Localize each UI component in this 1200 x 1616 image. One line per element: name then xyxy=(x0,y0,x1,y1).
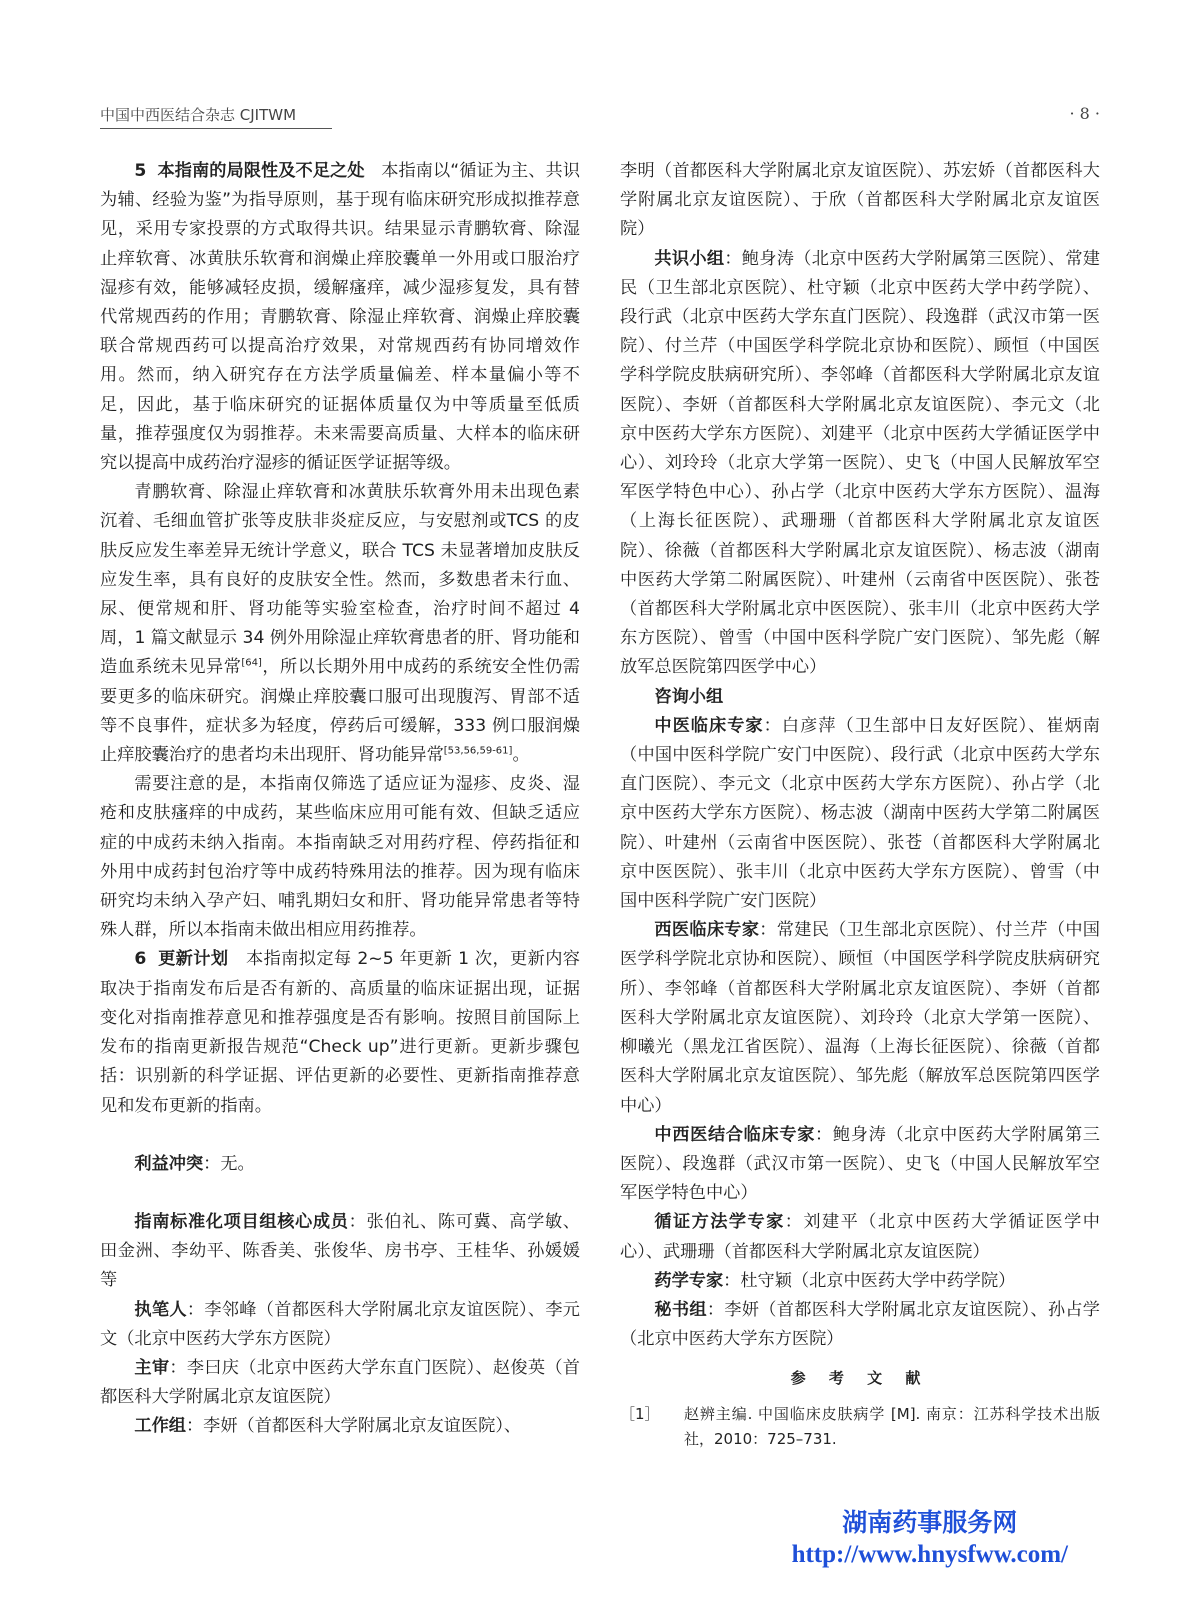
tcm-experts-text: ：白彦萍（卫生部中日友好医院）、崔炳南（中国中医科学院广安门中医院）、段行武（北京中医药大学东直门医院）、李元文（北京中医药大学东方医院）、孙占学（北京中医药大学东方医院）、杨志波（湖南中医药大学第二附属医院）、叶建州（云南省中医医院）、张苍（首都医科大学附属北京中医医院）、张丰川（北京中医药大学东方医院）、曾雪（中国中医科学院广安门医院） xyxy=(620,715,1100,912)
writers-label: 执笔人 xyxy=(134,1299,187,1320)
chief-reviewer-text: ：李曰庆（北京中医药大学东直门医院）、赵俊英（首都医科大学附属北京友谊医院） xyxy=(100,1357,580,1408)
watermark xyxy=(792,1508,1068,1570)
section-5-number: 5 xyxy=(134,161,147,181)
wm-experts-label: 西医临床专家 xyxy=(654,920,760,941)
chief-reviewer-label: 主审 xyxy=(134,1357,170,1378)
secretariat-label: 秘书组 xyxy=(654,1299,707,1320)
core-members-text: ：张伯礼、陈可冀、高学敏、田金洲、李幼平、陈香美、张俊华、房书亭、王桂华、孙媛媛等 xyxy=(100,1211,580,1291)
integrative-experts-label: 中西医结合临床专家 xyxy=(654,1124,816,1145)
integrative-experts xyxy=(620,1121,1100,1209)
tcm-experts xyxy=(620,712,1100,916)
citation-53-61: [53,56,59-61] xyxy=(443,745,513,757)
section-6-title: 更新计划 xyxy=(158,949,229,970)
working-group-label: 工作组 xyxy=(134,1416,186,1437)
section-6-number: 6 xyxy=(134,949,147,970)
spacer xyxy=(100,1121,580,1150)
advisory-group-heading: 咨询小组 xyxy=(654,686,724,707)
page-number: · 8 · xyxy=(1069,104,1100,123)
section-5-paragraph xyxy=(100,157,580,478)
pharmacy-experts-text: ：杜守颖（北京中医药大学中药学院） xyxy=(723,1270,1016,1291)
reference-item xyxy=(620,1402,1100,1452)
left-column xyxy=(100,157,580,1442)
writers-text: ：李邻峰（首都医科大学附属北京友谊医院）、李元文（北京中医药大学东方医院） xyxy=(100,1299,580,1349)
integrative-experts-text: ：鲍身涛（北京中医药大学附属第三医院）、段逸群（武汉市第一医院）、史飞（中国人民解放军空军医学特色中心） xyxy=(620,1124,1100,1204)
reference-number: ［1］ xyxy=(620,1404,660,1423)
references-title: 参 考 文 献 xyxy=(790,1369,930,1388)
spacer xyxy=(100,1179,580,1208)
chief-reviewer xyxy=(100,1354,580,1412)
ebm-experts-text: ：刘建平（北京中医药大学循证医学中心）、武珊珊（首都医科大学附属北京友谊医院） xyxy=(620,1212,1100,1262)
working-group-continued: 李明（首都医科大学附属北京友谊医院）、苏宏娇（首都医科大学附属北京友谊医院）、于欣（首都医科大学附属北京友谊医院） xyxy=(620,161,1100,240)
limitation-paragraph: 需要注意的是，本指南仅筛选了适应证为湿疹、皮炎、湿疮和皮肤瘙痒的中成药，某些临床应用可能有效、但缺乏适应症的中成药未纳入指南。本指南缺乏对用药疗程、停药指征和外用中成药封包治疗等中成药特殊用法的推荐。因为现有临床研究均未纳入孕产妇、哺乳期妇女和肝、肾功能异常患者等特殊人群，所以本指南未做出相应用药推荐。 xyxy=(100,774,580,941)
reference-text: 赵辨主编. 中国临床皮肤病学 [M]. 南京：江苏科学技术出版社，2010：725–731. xyxy=(684,1404,1100,1448)
core-members xyxy=(100,1208,580,1296)
conflict-text: ：无。 xyxy=(203,1153,255,1174)
ebm-experts xyxy=(620,1208,1100,1266)
pharmacy-experts-label: 药学专家 xyxy=(654,1270,724,1291)
pharmacy-experts xyxy=(620,1267,1100,1296)
watermark-name: 湖南药事服务网 xyxy=(842,1510,1018,1537)
running-header xyxy=(100,104,1100,128)
safety-text-b: ，所以长期外用中成药的系统安全性仍需要更多的临床研究。润燥止痒胶囊口服可出现腹泻、胃部不适等不良事件，症状多为轻度，停药后可缓解，333 例口服润燥止痒胶囊治疗的患者均未出现肝、肾功能异常 xyxy=(100,657,580,766)
working-group-text: ：李妍（首都医科大学附属北京友谊医院）、 xyxy=(185,1416,522,1437)
section-5-title: 本指南的局限性及不足之处 xyxy=(157,161,365,181)
section-6-body: 本指南拟定每 2~5 年更新 1 次，更新内容取决于指南发布后是否有新的、高质量的临床证据出现，证据变化对指南推荐意见和推荐强度是否有影响。按照目前国际上发布的指南更新报告规范“Check up”进行更新。更新步骤包括：识别新的科学证据、评估更新的必要性、更新指南推荐意见和发布更新的指南。 xyxy=(100,949,580,1116)
conflict-label: 利益冲突 xyxy=(134,1153,204,1174)
conflict-statement xyxy=(100,1150,580,1179)
safety-paragraph xyxy=(100,478,580,770)
writers xyxy=(100,1296,580,1354)
consensus-group-text: ：鲍身涛（北京中医药大学附属第三医院）、常建民（卫生部北京医院）、杜守颖（北京中医药大学中药学院）、段行武（北京中医药大学东直门医院）、段逸群（武汉市第一医院）、付兰芹（中国医学科学院北京协和医院）、顾恒（中国医学科学院皮肤病研究所）、李邻峰（首都医科大学附属北京友谊医院）、李妍（首都医科大学附属北京友谊医院）、李元文（北京中医药大学东方医院）、刘建平（北京中医药大学循证医学中心）、刘玲玲（北京大学第一医院）、史飞（中国人民解放军空军医学特色中心）、孙占学（北京中医药大学东方医院）、温海（上海长征医院）、武珊珊（首都医科大学附属北京友谊医院）、徐薇（首都医科大学附属北京友谊医院）、杨志波（湖南中医药大学第二附属医院）、叶建州（云南省中医医院）、张苍（首都医科大学附属北京中医医院）、张丰川（北京中医药大学东方医院）、曾雪（中国中医科学院广安门医院）、邹先彪（解放军总医院第四医学中心） xyxy=(620,248,1100,678)
safety-text-c: 。 xyxy=(512,745,530,766)
watermark-url: http://www.hnysfww.com/ xyxy=(791,1541,1068,1568)
header-rule xyxy=(100,128,332,129)
tcm-experts-label: 中医临床专家 xyxy=(654,715,764,736)
wm-experts xyxy=(620,916,1100,1120)
section-5-body: 本指南以“循证为主、共识为辅、经验为鉴”为指导原则，基于现有临床研究形成拟推荐意见，采用专家投票的方式取得共识。结果显示青鹏软膏、除湿止痒软膏、冰黄肤乐软膏和润燥止痒胶囊单一外用或口服治疗湿疹有效，能够减轻皮损，缓解瘙痒，减少湿疹复发，具有替代常规西药的作用；青鹏软膏、除湿止痒软膏、润燥止痒胶囊联合常规西药可以提高治疗效果，对常规西药有协同增效作用。然而，纳入研究存在方法学质量偏差、样本量偏小等不足，因此，基于临床研究的证据体质量仅为中等质量至低质量，推荐强度仅为弱推荐。未来需要高质量、大样本的临床研究以提高中成药治疗湿疹的循证医学证据等级。 xyxy=(100,161,581,474)
working-group xyxy=(100,1412,580,1441)
consensus-group-label: 共识小组 xyxy=(654,248,725,269)
core-members-label: 指南标准化项目组核心成员 xyxy=(134,1211,349,1232)
right-column xyxy=(620,157,1100,1452)
secretariat-text: ：李妍（首都医科大学附属北京友谊医院）、孙占学（北京中医药大学东方医院） xyxy=(620,1299,1100,1350)
wm-experts-text: ：常建民（卫生部北京医院）、付兰芹（中国医学科学院北京协和医院）、顾恒（中国医学科学院皮肤病研究所）、李邻峰（首都医科大学附属北京友谊医院）、李妍（首都医科大学附属北京友谊医院）、刘玲玲（北京大学第一医院）、柳曦光（黑龙江省医院）、温海（上海长征医院）、徐薇（首都医科大学附属北京友谊医院）、邹先彪（解放军总医院第四医学中心） xyxy=(620,920,1100,1116)
safety-text-a: 青鹏软膏、除湿止痒软膏和冰黄肤乐软膏外用未出现色素沉着、毛细血管扩张等皮肤非炎症反应，与安慰剂或TCS 的皮肤反应发生率差异无统计学意义，联合 TCS 未显著增加皮肤反应发生率，具有良好的皮肤安全性。然而，多数患者未行血、尿、便常规和肝、肾功能等实验室检查，治疗时间不超过 4 周，1 篇文献显示 34 例外用除湿止痒软膏患者的肝、肾功能和造血系统未见异常 xyxy=(100,482,580,678)
journal-name: 中国中西医结合杂志 CJITWM xyxy=(100,106,297,124)
section-6-paragraph xyxy=(100,945,580,1120)
consensus-group xyxy=(620,245,1100,683)
citation-64: [64] xyxy=(241,657,262,669)
ebm-experts-label: 循证方法学专家 xyxy=(654,1212,785,1233)
secretariat xyxy=(620,1296,1100,1354)
